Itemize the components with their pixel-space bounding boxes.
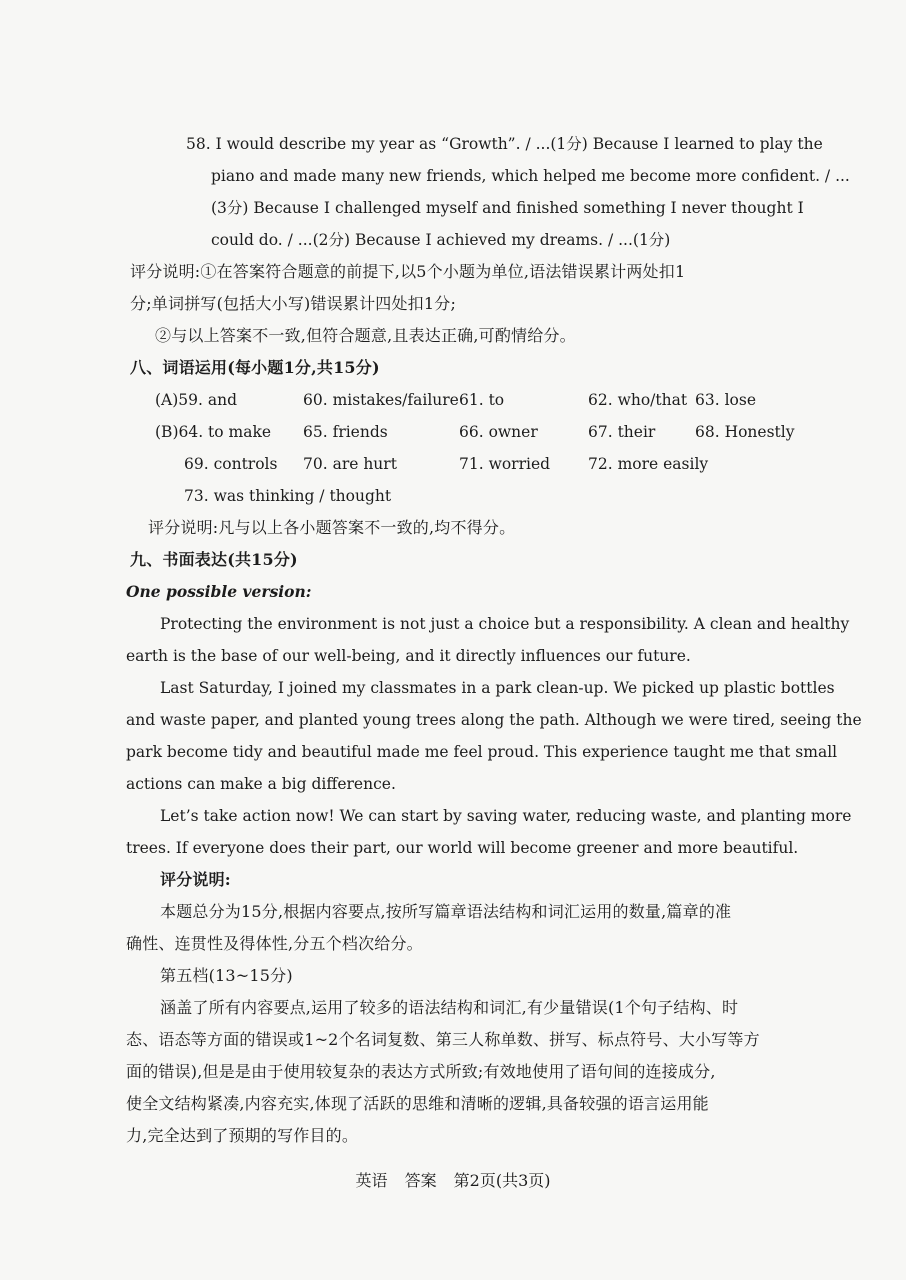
answer-64: (B)64. to make xyxy=(155,423,272,441)
essay-p2-line-3: park become tidy and beautiful made me feel proud. This experience taught me that small xyxy=(126,743,838,761)
essay-p2-line-2: and waste paper, and planted young trees along the path. Although we were tired, seeing the xyxy=(126,711,862,729)
answer-61: 61. to xyxy=(459,391,505,409)
grade-5-line-5: 力,完全达到了预期的写作目的。 xyxy=(126,1126,359,1145)
answer-72: 72. more easily xyxy=(588,455,709,473)
answer-59: (A)59. and xyxy=(155,391,238,409)
section-8-heading: 八、词语运用(每小题1分,共15分) xyxy=(130,358,380,377)
answer-70: 70. are hurt xyxy=(303,455,397,473)
answer-62: 62. who/that xyxy=(588,391,688,409)
scoring-note-8: 评分说明:凡与以上各小题答案不一致的,均不得分。 xyxy=(148,518,516,537)
answer-71: 71. worried xyxy=(459,455,551,473)
page-footer xyxy=(0,1168,906,1191)
essay-p1-line-1: Protecting the environment is not just a choice but a responsibility. A clean and healthy xyxy=(160,615,850,633)
footer-subject: 英语 xyxy=(355,1171,388,1190)
scoring-9-line-1: 本题总分为15分,根据内容要点,按所写篇章语法结构和词汇运用的数量,篇章的准 xyxy=(160,902,732,921)
answer-63: 63. lose xyxy=(695,391,756,409)
answer-60: 60. mistakes/failure xyxy=(303,391,459,409)
footer-page: 第2页(共3页) xyxy=(453,1171,551,1190)
footer-type: 答案 xyxy=(404,1171,437,1190)
q58-line-1: 58. I would describe my year as “Growth”. / ...(1分) Because I learned to play the xyxy=(186,135,823,153)
essay-p3-line-1: Let’s take action now! We can start by saving water, reducing waste, and planting more xyxy=(160,807,852,825)
section-9-heading: 九、书面表达(共15分) xyxy=(130,550,298,569)
answer-73: 73. was thinking / thought xyxy=(184,487,392,505)
q58-line-3: (3分) Because I challenged myself and finished something I never thought I xyxy=(211,199,804,217)
q58-line-2: piano and made many new friends, which helped me become more confident. / ... xyxy=(211,167,850,185)
essay-p2-line-1: Last Saturday, I joined my classmates in a park clean-up. We picked up plastic bottles xyxy=(160,679,835,697)
answer-66: 66. owner xyxy=(459,423,538,441)
version-label: One possible version: xyxy=(126,582,312,601)
scoring-note-7-line-2: 分;单词拼写(包括大小写)错误累计四处扣1分; xyxy=(130,294,457,313)
answer-67: 67. their xyxy=(588,423,656,441)
grade-5-label: 第五档(13~15分) xyxy=(160,966,293,985)
essay-p2-line-4: actions can make a big difference. xyxy=(126,775,396,793)
answer-68: 68. Honestly xyxy=(695,423,795,441)
q58-line-4: could do. / ...(2分) Because I achieved my dreams. / ...(1分) xyxy=(211,231,671,249)
grade-5-line-1: 涵盖了所有内容要点,运用了较多的语法结构和词汇,有少量错误(1个句子结构、时 xyxy=(160,998,739,1017)
answer-65: 65. friends xyxy=(303,423,388,441)
grade-5-line-2: 态、语态等方面的错误或1~2个名词复数、第三人称单数、拼写、标点符号、大小写等方 xyxy=(126,1030,760,1049)
essay-p3-line-2: trees. If everyone does their part, our world will become greener and more beautiful. xyxy=(126,839,799,857)
scoring-9-line-2: 确性、连贯性及得体性,分五个档次给分。 xyxy=(126,934,423,953)
grade-5-line-4: 使全文结构紧凑,内容充实,体现了活跃的思维和清晰的逻辑,具备较强的语言运用能 xyxy=(126,1094,709,1113)
scoring-note-7-line-1: 评分说明:①在答案符合题意的前提下,以5个小题为单位,语法错误累计两处扣1 xyxy=(130,262,686,281)
essay-p1-line-2: earth is the base of our well-being, and it directly influences our future. xyxy=(126,647,691,665)
answer-69: 69. controls xyxy=(184,455,278,473)
grade-5-line-3: 面的错误),但是是由于使用较复杂的表达方式所致;有效地使用了语句间的连接成分, xyxy=(126,1062,716,1081)
scoring-label-9: 评分说明: xyxy=(160,870,231,889)
scoring-note-7-line-3: ②与以上答案不一致,但符合题意,且表达正确,可酌情给分。 xyxy=(155,326,576,345)
